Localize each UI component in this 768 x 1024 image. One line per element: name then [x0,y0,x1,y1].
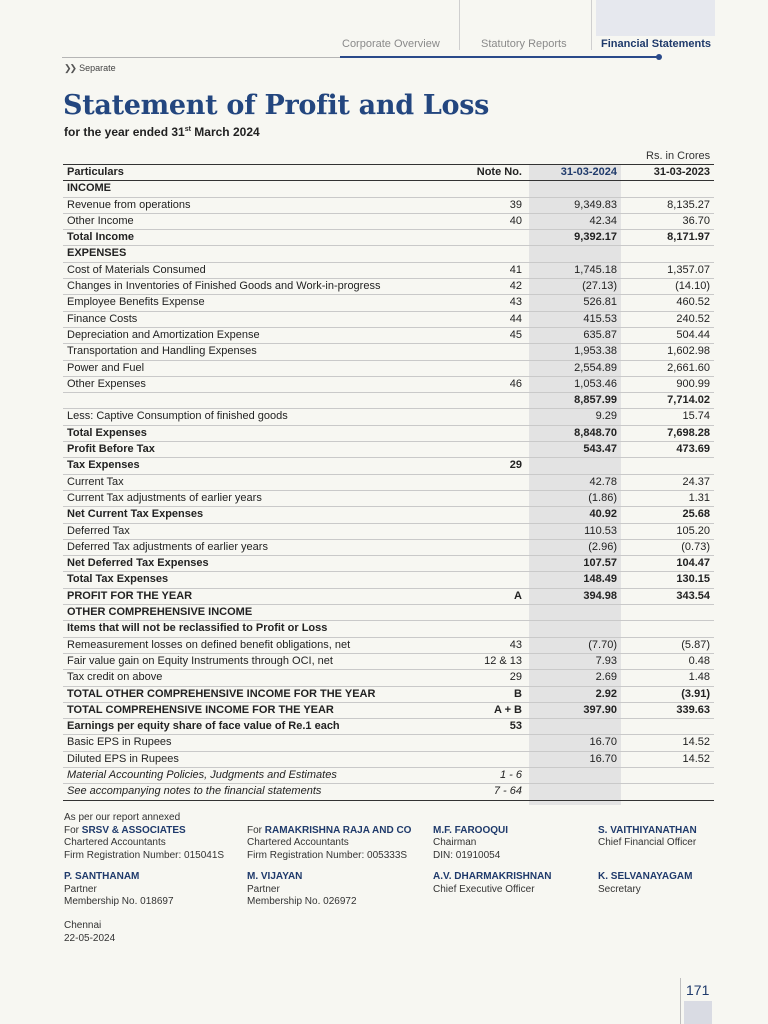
table-row [63,474,714,490]
cell-current-year [529,719,621,735]
cell-current-year: 1,745.18 [529,262,621,278]
cell-particulars: OTHER COMPREHENSIVE INCOME [63,605,453,621]
header-particulars: Particulars [63,165,453,181]
table-row [63,556,714,572]
cell-particulars: Basic EPS in Rupees [63,735,453,751]
table-row [63,523,714,539]
table-row [63,442,714,458]
currency-units: Rs. in Crores [646,150,711,162]
cell-note-no: 29 [453,670,529,686]
date: 22-05-2024 [64,932,116,944]
cell-note-no [453,344,529,360]
header-previous-year: 31-03-2023 [621,165,714,181]
farooqui-line2: DIN: 01910054 [433,849,501,861]
cell-particulars: Net Current Tax Expenses [63,507,453,523]
cell-particulars: Total Income [63,230,453,246]
cell-current-year: 9,349.83 [529,197,621,213]
header-note-no: Note No. [453,165,529,181]
table-row [63,767,714,783]
cell-current-year [529,181,621,197]
cell-previous-year: 14.52 [621,751,714,767]
table-row [63,572,714,588]
cell-current-year: 16.70 [529,751,621,767]
cell-previous-year: 339.63 [621,702,714,718]
rkr-line2: Firm Registration Number: 005333S [247,849,408,861]
cell-particulars: Tax credit on above [63,670,453,686]
table-row [63,246,714,262]
cell-particulars: Changes in Inventories of Finished Goods and Work-in-progress [63,279,453,295]
auditor-rkr-block [247,825,411,863]
cell-current-year: 415.53 [529,311,621,327]
cell-particulars: Deferred Tax adjustments of earlier years [63,539,453,555]
partner-vijayan-block [247,871,357,909]
cell-note-no: A + B [453,702,529,718]
profit-loss-table [63,164,714,801]
santhanam-name: P. SANTHANAM [64,871,140,882]
cell-previous-year: (0.73) [621,539,714,555]
cell-note-no [453,507,529,523]
table-row [63,490,714,506]
cell-note-no: 40 [453,213,529,229]
cell-previous-year: 1,357.07 [621,262,714,278]
table-row [63,653,714,669]
table-row [63,702,714,718]
cell-note-no [453,572,529,588]
cell-note-no: A [453,588,529,604]
cell-particulars: Revenue from operations [63,197,453,213]
selva-name: K. SELVANAYAGAM [598,871,693,882]
cell-particulars: Profit Before Tax [63,442,453,458]
cell-particulars: Less: Captive Consumption of finished goods [63,409,453,425]
cell-note-no: 1 - 6 [453,767,529,783]
cell-particulars: See accompanying notes to the financial statements [63,784,453,800]
subtitle-prefix: for the year ended 31 [64,125,185,139]
page-title: Statement of Profit and Loss [63,90,490,121]
nav-divider [459,0,460,50]
cell-previous-year: 240.52 [621,311,714,327]
cell-previous-year [621,784,714,800]
cell-previous-year: 7,714.02 [621,393,714,409]
table-row [63,719,714,735]
selva-line1: Secretary [598,883,641,895]
nav-active-highlight [596,0,715,36]
cell-particulars: Current Tax adjustments of earlier years [63,490,453,506]
cell-particulars: Depreciation and Amortization Expense [63,327,453,343]
srsv-line2: Firm Registration Number: 015041S [64,849,225,861]
rkr-name: RAMAKRISHNA RAJA AND CO [264,824,412,836]
cell-previous-year [621,767,714,783]
cell-particulars: Power and Fuel [63,360,453,376]
cell-current-year: 9.29 [529,409,621,425]
cell-current-year: 2.69 [529,670,621,686]
table-row [63,311,714,327]
cell-previous-year: 343.54 [621,588,714,604]
cell-note-no: B [453,686,529,702]
cell-previous-year [621,458,714,474]
cell-current-year [529,246,621,262]
table-row [63,409,714,425]
report-annexed: As per our report annexed [64,812,181,823]
cell-particulars: Diluted EPS in Rupees [63,751,453,767]
table-row [63,262,714,278]
table-row [63,295,714,311]
cell-previous-year: (5.87) [621,637,714,653]
for-prefix: For [64,824,82,836]
vaithi-line1: Chief Financial Officer [598,837,697,848]
cell-particulars: Employee Benefits Expense [63,295,453,311]
cell-particulars [63,393,453,409]
breadcrumb [64,63,116,74]
cell-current-year [529,621,621,637]
cell-current-year [529,605,621,621]
cell-current-year: 40.92 [529,507,621,523]
cell-note-no [453,490,529,506]
cell-previous-year: 25.68 [621,507,714,523]
vijayan-name: M. VIJAYAN [247,871,303,882]
place: Chennai [64,920,102,931]
cell-note-no [453,474,529,490]
cell-note-no: 29 [453,458,529,474]
cell-particulars: EXPENSES [63,246,453,262]
cell-note-no [453,360,529,376]
cell-particulars: Tax Expenses [63,458,453,474]
page-corner-box [684,1001,712,1024]
cell-current-year: (7.70) [529,637,621,653]
cell-note-no: 53 [453,719,529,735]
cell-current-year: (2.96) [529,539,621,555]
cell-particulars: Cost of Materials Consumed [63,262,453,278]
cell-current-year: 635.87 [529,327,621,343]
cell-particulars: Total Expenses [63,425,453,441]
for-prefix: For [247,824,265,836]
page-number: 171 [686,982,710,998]
cell-previous-year: 1.48 [621,670,714,686]
cell-previous-year: 504.44 [621,327,714,343]
ceo-block [433,871,552,896]
table-row [63,230,714,246]
santhanam-line1: Partner [64,883,97,895]
farooqui-line1: Chairman [433,837,477,848]
cell-current-year [529,767,621,783]
cell-particulars: Deferred Tax [63,523,453,539]
cell-note-no: 45 [453,327,529,343]
srsv-name: SRSV & ASSOCIATES [81,824,186,836]
cell-note-no: 41 [453,262,529,278]
cell-previous-year: 104.47 [621,556,714,572]
table-row [63,327,714,343]
double-chevron-right-icon: ❯❯ [64,63,76,73]
cell-note-no [453,230,529,246]
cell-previous-year: 36.70 [621,213,714,229]
cell-particulars: Net Deferred Tax Expenses [63,556,453,572]
cell-current-year [529,784,621,800]
cell-current-year: 8,848.70 [529,425,621,441]
cell-previous-year [621,719,714,735]
cell-current-year: 148.49 [529,572,621,588]
cell-note-no: 43 [453,637,529,653]
table-row [63,376,714,392]
subtitle-superscript: st [184,126,191,133]
breadcrumb-label: Separate [79,63,116,73]
table-header-row [63,165,714,181]
cell-note-no: 39 [453,197,529,213]
cell-current-year: 526.81 [529,295,621,311]
santhanam-line2: Membership No. 018697 [64,896,174,907]
cell-previous-year: 105.20 [621,523,714,539]
cell-current-year: 107.57 [529,556,621,572]
dharma-name: A.V. DHARMAKRISHNAN [433,871,552,882]
cell-note-no [453,442,529,458]
cell-previous-year: 8,135.27 [621,197,714,213]
cell-particulars: Current Tax [63,474,453,490]
cell-current-year: 1,053.46 [529,376,621,392]
cell-current-year: 8,857.99 [529,393,621,409]
cell-note-no [453,523,529,539]
cell-note-no [453,425,529,441]
table-row [63,588,714,604]
table-row [63,425,714,441]
cell-current-year: 2,554.89 [529,360,621,376]
place-date-block [64,920,115,945]
table-row [63,621,714,637]
cell-previous-year [621,621,714,637]
table-body [63,181,714,800]
table-row [63,197,714,213]
cell-particulars: Items that will not be reclassified to Profit or Loss [63,621,453,637]
top-navigation [0,0,768,60]
table-row [63,360,714,376]
nav-statutory-reports[interactable]: Statutory Reports [481,38,567,50]
table-row [63,181,714,197]
subtitle-suffix: March 2024 [190,125,260,139]
farooqui-name: M.F. FAROOQUI [433,824,508,836]
table-row [63,393,714,409]
cell-previous-year: 24.37 [621,474,714,490]
cell-previous-year: 1,602.98 [621,344,714,360]
cell-particulars: Remeasurement losses on defined benefit obligations, net [63,637,453,653]
srsv-line1: Chartered Accountants [64,837,166,848]
cell-particulars: TOTAL COMPREHENSIVE INCOME FOR THE YEAR [63,702,453,718]
cell-note-no: 46 [453,376,529,392]
secretary-block [598,871,692,896]
cell-previous-year [621,605,714,621]
vaithi-name: S. VAITHIYANATHAN [598,824,697,836]
cell-current-year: 394.98 [529,588,621,604]
cell-note-no [453,409,529,425]
cell-previous-year: 900.99 [621,376,714,392]
cell-previous-year: (14.10) [621,279,714,295]
cell-previous-year: (3.91) [621,686,714,702]
cell-particulars: Transportation and Handling Expenses [63,344,453,360]
cell-note-no [453,735,529,751]
auditor-srsv-block [64,812,224,862]
table-row [63,670,714,686]
cell-note-no: 42 [453,279,529,295]
page-number-divider [680,978,681,1024]
nav-underline-dot [656,54,662,60]
cell-particulars: INCOME [63,181,453,197]
cell-previous-year: 8,171.97 [621,230,714,246]
cell-particulars: Finance Costs [63,311,453,327]
cell-current-year: 2.92 [529,686,621,702]
table-row [63,751,714,767]
cell-note-no [453,556,529,572]
nav-financial-statements[interactable]: Financial Statements [601,38,712,50]
cell-particulars: Other Expenses [63,376,453,392]
vijayan-line2: Membership No. 026972 [247,896,357,907]
cell-particulars: Fair value gain on Equity Instruments through OCI, net [63,653,453,669]
table-row [63,507,714,523]
header-current-year: 31-03-2024 [529,165,621,181]
cell-previous-year: 0.48 [621,653,714,669]
cell-previous-year: 14.52 [621,735,714,751]
cell-particulars: Total Tax Expenses [63,572,453,588]
rkr-line1: Chartered Accountants [247,837,349,848]
nav-corporate-overview[interactable]: Corporate Overview [342,38,440,50]
cell-note-no [453,539,529,555]
cell-current-year: 110.53 [529,523,621,539]
cell-previous-year: 7,698.28 [621,425,714,441]
table-row [63,735,714,751]
table-row [63,784,714,800]
cell-current-year: 7.93 [529,653,621,669]
table-row [63,279,714,295]
cell-particulars: PROFIT FOR THE YEAR [63,588,453,604]
nav-divider [591,0,592,50]
cell-current-year [529,458,621,474]
cfo-block [598,825,697,850]
cell-current-year: (27.13) [529,279,621,295]
cell-note-no [453,605,529,621]
cell-note-no [453,246,529,262]
cell-note-no: 44 [453,311,529,327]
cell-note-no: 7 - 64 [453,784,529,800]
cell-previous-year: 473.69 [621,442,714,458]
chairman-block [433,825,508,863]
cell-previous-year: 460.52 [621,295,714,311]
cell-particulars: TOTAL OTHER COMPREHENSIVE INCOME FOR THE YEAR [63,686,453,702]
cell-note-no: 43 [453,295,529,311]
cell-current-year: 397.90 [529,702,621,718]
nav-underline-accent [340,56,658,58]
cell-current-year: 42.34 [529,213,621,229]
cell-previous-year: 1.31 [621,490,714,506]
cell-particulars: Material Accounting Policies, Judgments and Estimates [63,767,453,783]
table-row [63,539,714,555]
cell-particulars: Other Income [63,213,453,229]
cell-previous-year: 130.15 [621,572,714,588]
cell-current-year: 42.78 [529,474,621,490]
cell-previous-year [621,181,714,197]
cell-note-no [453,621,529,637]
cell-current-year: 16.70 [529,735,621,751]
cell-note-no [453,393,529,409]
cell-note-no: 12 & 13 [453,653,529,669]
cell-particulars: Earnings per equity share of face value of Re.1 each [63,719,453,735]
vijayan-line1: Partner [247,883,280,895]
table-row [63,637,714,653]
cell-note-no [453,751,529,767]
cell-current-year: 543.47 [529,442,621,458]
page-subtitle [64,125,260,139]
table-row [63,213,714,229]
cell-current-year: 9,392.17 [529,230,621,246]
dharma-line1: Chief Executive Officer [433,883,535,895]
cell-note-no [453,181,529,197]
table-row [63,605,714,621]
cell-current-year: 1,953.38 [529,344,621,360]
cell-previous-year: 15.74 [621,409,714,425]
cell-previous-year: 2,661.60 [621,360,714,376]
cell-previous-year [621,246,714,262]
table-row [63,344,714,360]
table-row [63,686,714,702]
table-row [63,458,714,474]
cell-current-year: (1.86) [529,490,621,506]
partner-santhanam-block [64,871,174,909]
